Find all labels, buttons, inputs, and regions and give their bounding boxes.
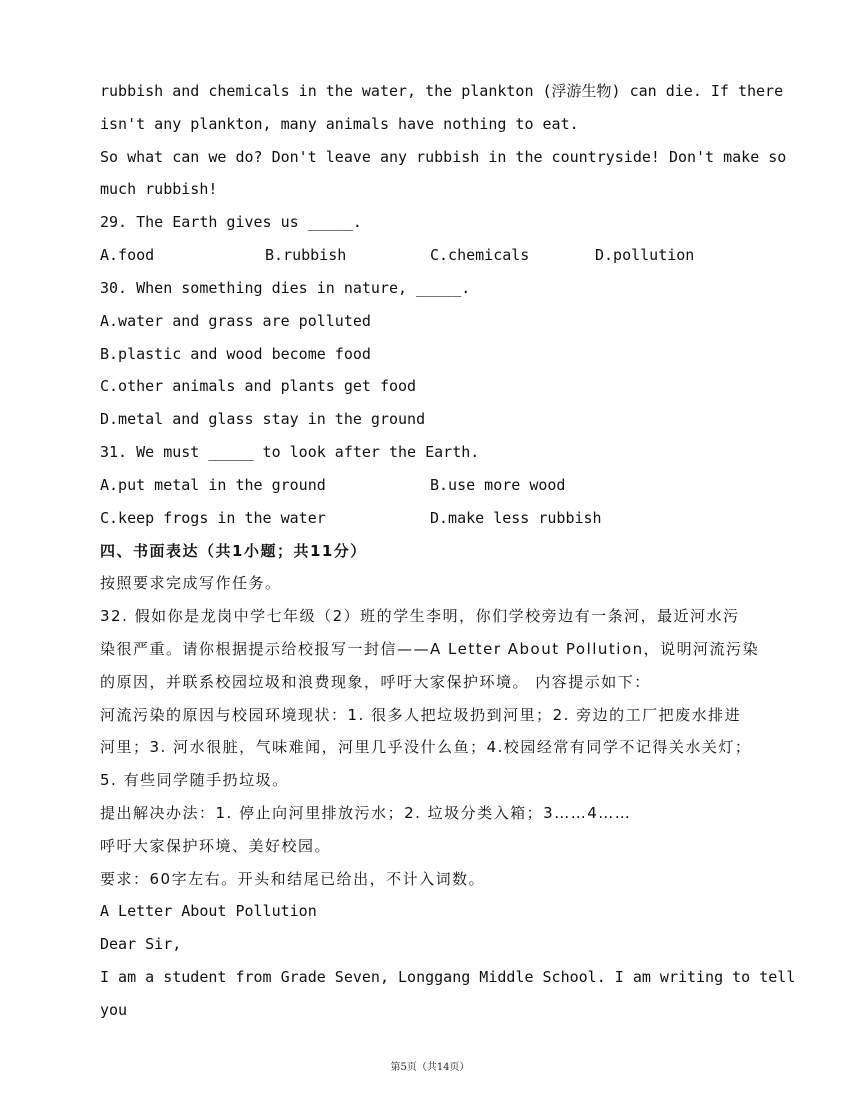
question-32-line: 提出解决办法：1. 停止向河里排放污水；2. 垃圾分类入箱；3……4…… <box>100 804 632 822</box>
passage-line: So what can we do? Don't leave any rubbish in the countryside! Don't make so <box>100 148 787 166</box>
passage-line: much rubbish! <box>100 180 218 198</box>
option-d[interactable]: D.metal and glass stay in the ground <box>100 410 426 428</box>
question-32-requirement: 要求：60字左右。开头和结尾已给出，不计入词数。 <box>100 870 486 888</box>
option-d[interactable]: D.pollution <box>595 246 695 264</box>
question-29-stem: 29. The Earth gives us _____. <box>100 213 362 231</box>
option-c[interactable]: C.keep frogs in the water <box>100 509 326 527</box>
letter-greeting: Dear Sir, <box>100 935 182 953</box>
section-instruction: 按照要求完成写作任务。 <box>100 574 282 592</box>
section-heading: 四、书面表达（共1小题；共11分） <box>100 542 367 560</box>
question-32-line: 32. 假如你是龙岗中学七年级（2）班的学生李明，你们学校旁边有一条河，最近河水污 <box>100 607 740 625</box>
question-31-stem: 31. We must _____ to look after the Earth. <box>100 443 480 461</box>
option-d[interactable]: D.make less rubbish <box>430 509 602 527</box>
page-footer: 第5页（共14页） <box>390 1062 470 1073</box>
option-b[interactable]: B.plastic and wood become food <box>100 345 371 363</box>
question-32-line: 5. 有些同学随手扔垃圾。 <box>100 771 289 789</box>
option-c[interactable]: C.chemicals <box>430 246 530 264</box>
letter-title: A Letter About Pollution <box>100 902 317 920</box>
question-32-line: 河流污染的原因与校园环境现状：1. 很多人把垃圾扔到河里；2. 旁边的工厂把废水排进 <box>100 706 742 724</box>
question-32-line: 的原因，并联系校园垃圾和浪费现象，呼吁大家保护环境。 内容提示如下： <box>100 673 651 691</box>
question-32-line: 呼吁大家保护环境、美好校园。 <box>100 837 332 855</box>
question-30-stem: 30. When something dies in nature, _____. <box>100 279 471 297</box>
question-32-line: 染很严重。请你根据提示给校报写一封信——A Letter About Pollution，说明河流污染 <box>100 640 760 658</box>
option-a[interactable]: A.water and grass are polluted <box>100 312 371 330</box>
passage-line: rubbish and chemicals in the water, the plankton (浮游生物) can die. If there <box>100 82 784 100</box>
option-b[interactable]: B.use more wood <box>430 476 566 494</box>
option-a[interactable]: A.food <box>100 246 155 264</box>
option-b[interactable]: B.rubbish <box>265 246 347 264</box>
question-32-line: 河里；3. 河水很脏，气味难闻，河里几乎没什么鱼；4.校园经常有同学不记得关水关灯； <box>100 738 752 756</box>
option-a[interactable]: A.put metal in the ground <box>100 476 326 494</box>
letter-body-line: you <box>100 1001 128 1019</box>
letter-body-line: I am a student from Grade Seven, Longgang Middle School. I am writing to tell <box>100 968 796 986</box>
option-c[interactable]: C.other animals and plants get food <box>100 377 417 395</box>
passage-line: isn't any plankton, many animals have nothing to eat. <box>100 115 579 133</box>
